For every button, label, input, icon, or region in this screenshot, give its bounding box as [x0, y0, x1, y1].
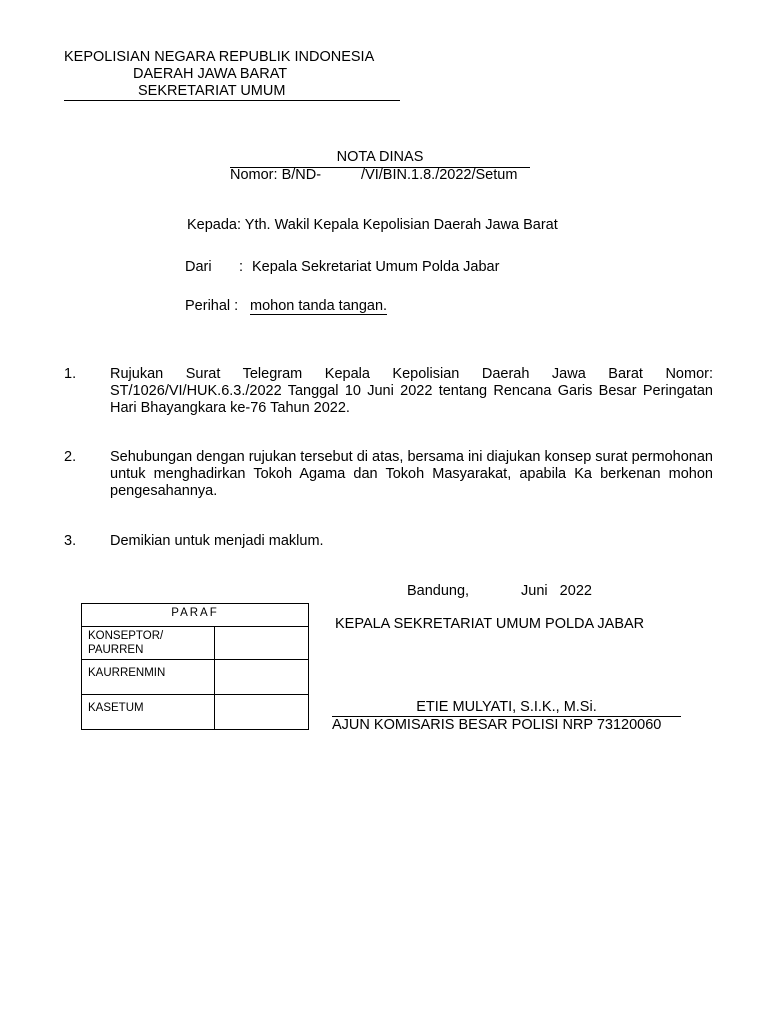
document-number: [230, 167, 517, 184]
paraf-role-label: KASETUM: [82, 695, 215, 730]
paraf-role-line: KONSEPTOR/: [88, 630, 164, 642]
subject-value: [250, 298, 387, 315]
table-row: [82, 695, 309, 730]
sender-value: Kepala Sekretariat Umum Polda Jabar: [252, 259, 500, 275]
paraf-header: PARAF: [82, 604, 309, 627]
document-title: NOTA DINAS: [336, 149, 424, 165]
paragraph-text: Demikian untuk menjadi maklum.: [110, 533, 324, 549]
paraf-header-row: [82, 604, 309, 627]
paraf-signature-cell: [214, 627, 309, 660]
letterhead-unit: SEKRETARIAT UMUM: [138, 83, 286, 99]
paraf-role-line: PAURREN: [88, 644, 144, 656]
subject-label: Perihal :: [185, 298, 239, 314]
subject-text: mohon tanda tangan: [250, 298, 384, 314]
document-number-suffix: /VI/BIN.1.8./2022/Setum: [361, 167, 518, 183]
paraf-signature-cell: [214, 660, 309, 695]
signatory-position: KEPALA SEKRETARIAT UMUM POLDA JABAR: [335, 616, 645, 632]
sender-colon: :: [239, 259, 244, 275]
signatory-name: ETIE MULYATI, S.I.K., M.Si.: [416, 699, 597, 715]
signing-date: Juni 2022: [521, 583, 592, 599]
sender-label: Dari: [185, 259, 212, 275]
paragraph-text: Rujukan Surat Telegram Kepala Kepolisian Daerah Jawa Barat Nomor: ST/1026/VI/HUK.6.3./2022 Tanggal 10 Juni 2022 tentang Rencana Garis Besar Peringatan Hari Bhayangkara ke-76 Tahun 2022.: [110, 366, 713, 416]
paragraph-text: Sehubungan dengan rujukan tersebut di atas, bersama ini diajukan konsep surat permohonan untuk menghadirkan Tokoh Agama dan Tokoh Masyarakat, apabila Ka berkenan mohon pengesahannya.: [110, 449, 713, 499]
paragraph-number: 3.: [64, 533, 77, 549]
letterhead-underline: [64, 100, 400, 101]
signing-place: Bandung,: [407, 583, 470, 599]
paragraph-number: 2.: [64, 449, 77, 465]
subject-period: .: [383, 298, 388, 314]
paraf-signature-cell: [214, 695, 309, 730]
letterhead-institution: KEPOLISIAN NEGARA REPUBLIK INDONESIA: [64, 49, 375, 65]
table-row: [82, 660, 309, 695]
paragraph-number: 1.: [64, 366, 77, 382]
letterhead-region: DAERAH JAWA BARAT: [133, 66, 288, 82]
recipient-line: Kepada: Yth. Wakil Kepala Kepolisian Daerah Jawa Barat: [187, 217, 558, 233]
paraf-role-label: [82, 627, 215, 660]
table-row: [82, 627, 309, 660]
signatory-rank: AJUN KOMISARIS BESAR POLISI NRP 73120060: [332, 717, 662, 733]
document-number-prefix: Nomor: B/ND-: [230, 167, 322, 183]
paraf-table: [81, 603, 309, 730]
paraf-role-label: KAURRENMIN: [82, 660, 215, 695]
